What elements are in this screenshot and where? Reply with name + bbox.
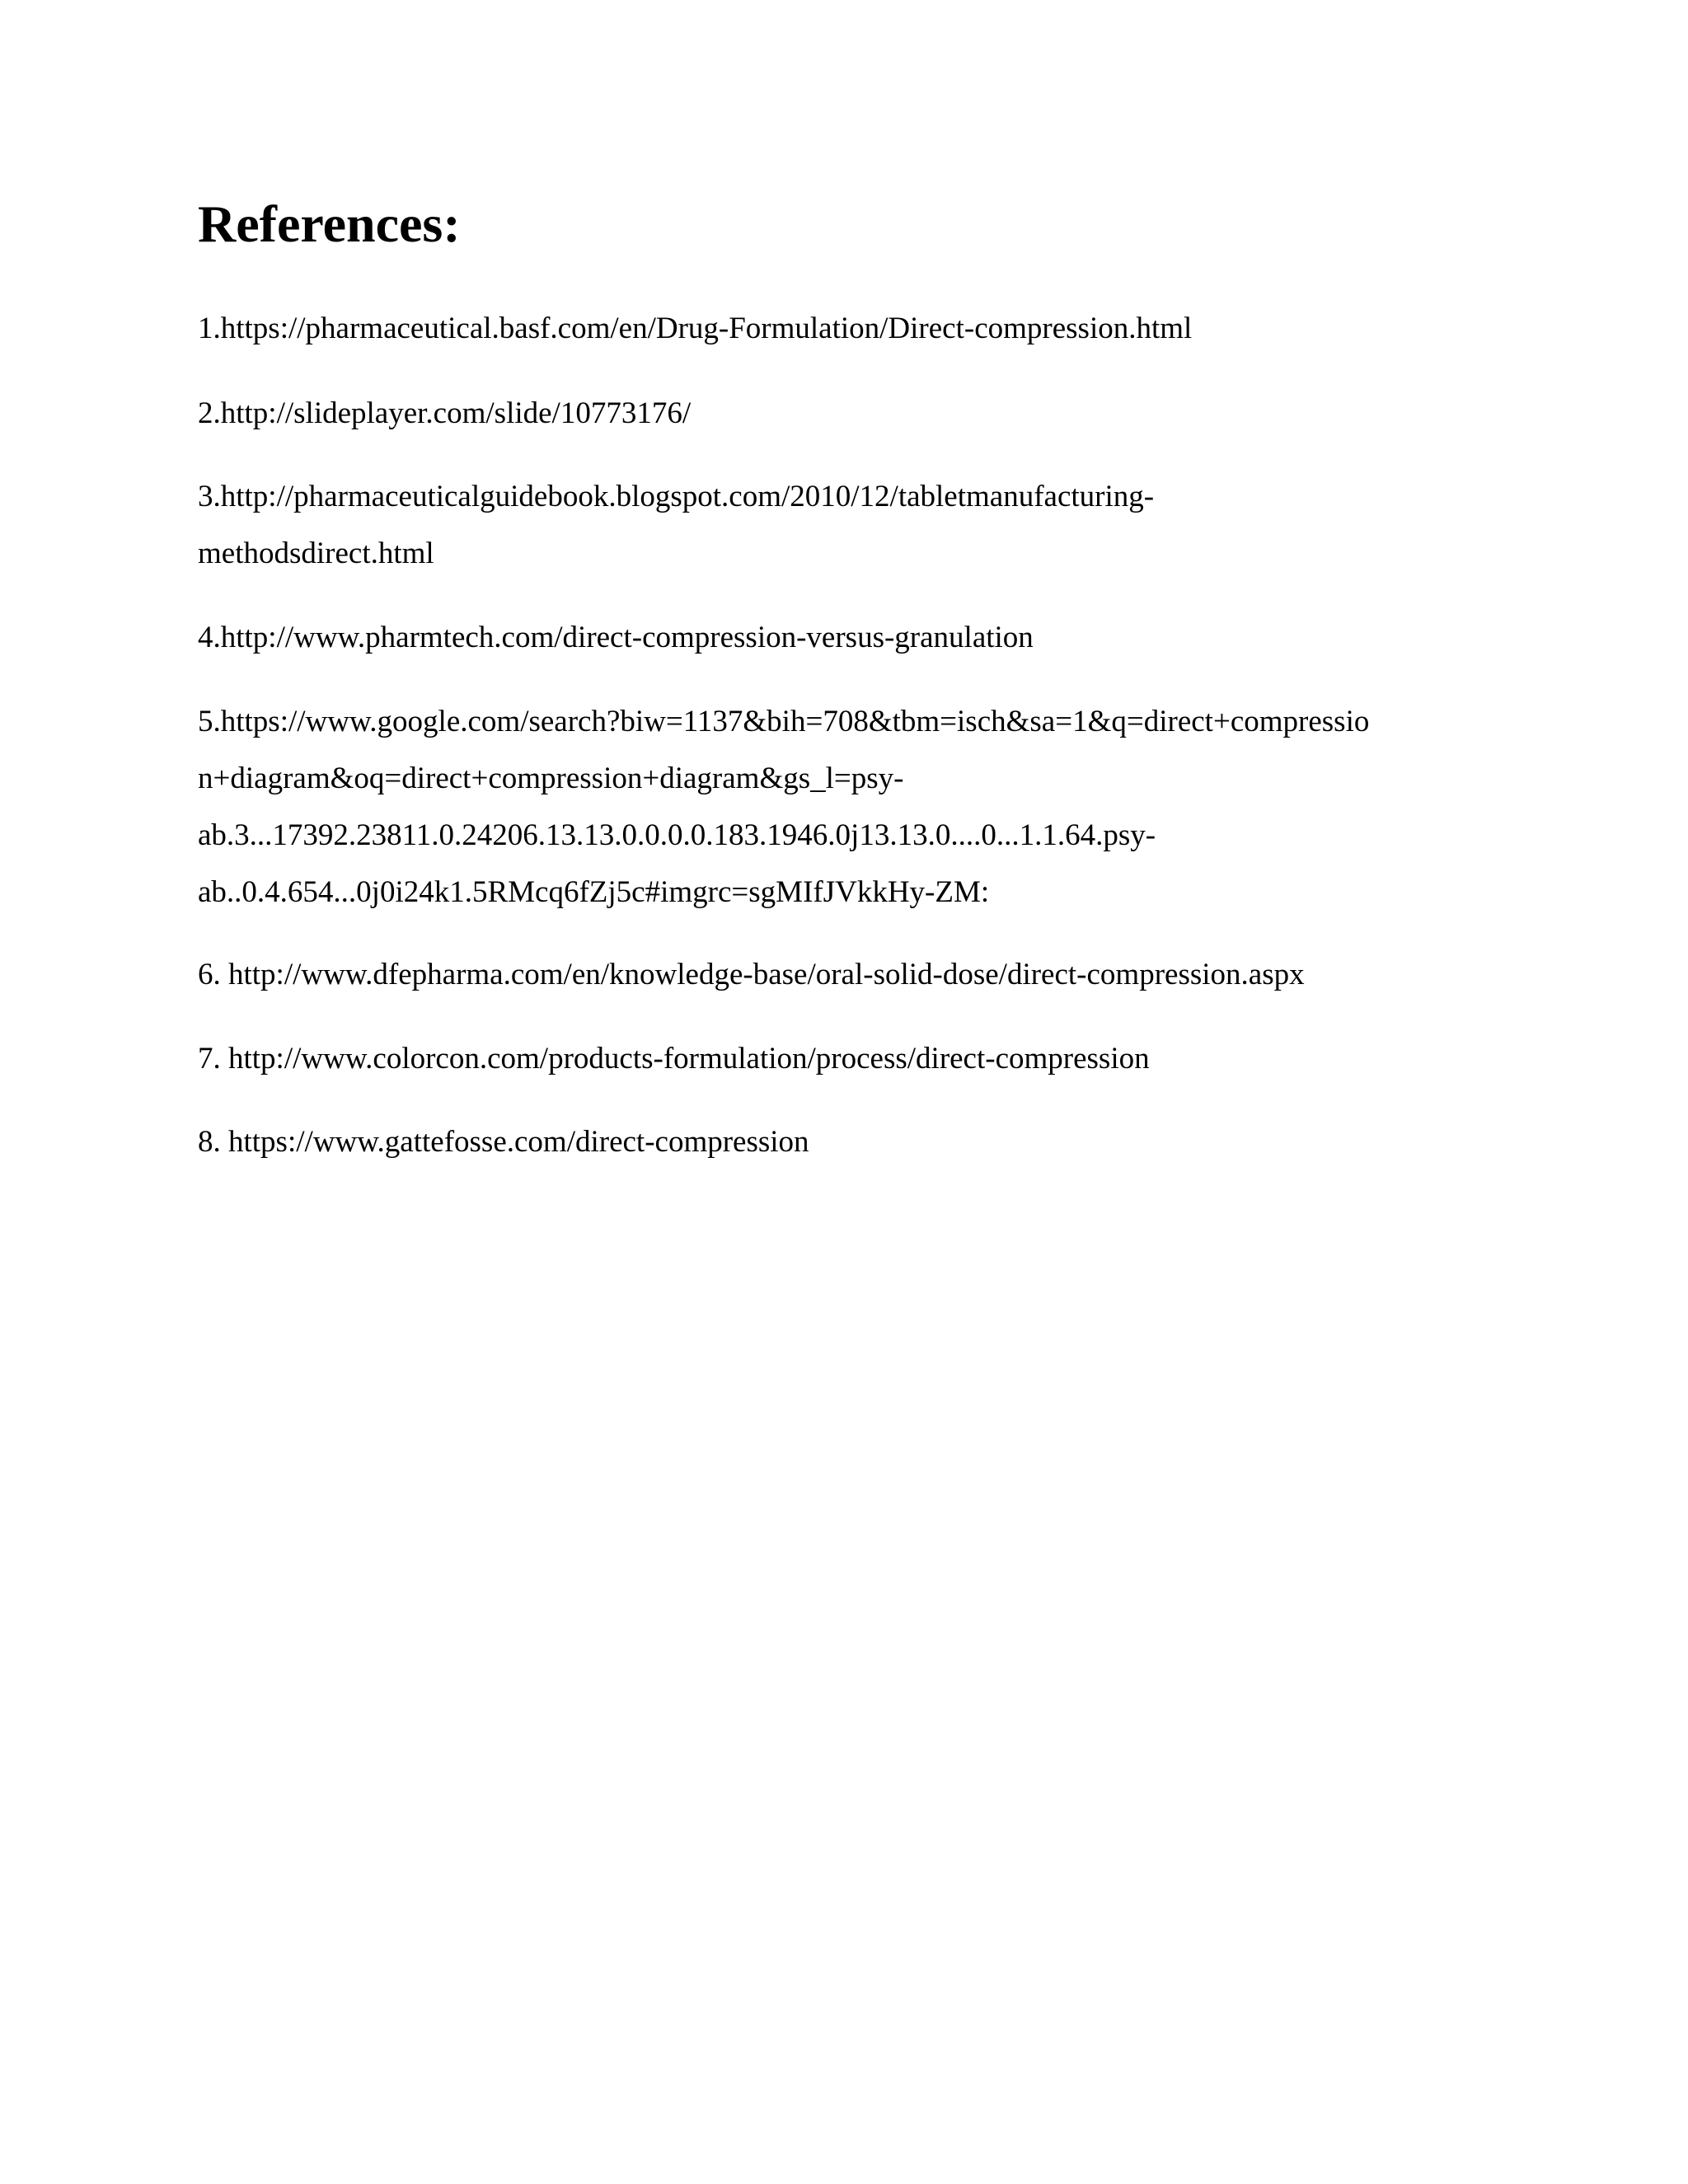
reference-item-6 (198, 946, 1305, 1003)
reference-3-text-line-2: methodsdirect.html (198, 537, 434, 570)
reference-1-text: 1.https://pharmaceutical.basf.com/en/Drug-Formulation/Direct-compression.html (198, 312, 1193, 345)
reference-5-text-line-4: ab..0.4.654...0j0i24k1.5RMcq6fZj5c#imgrc=sgMIfJVkkHy-ZM: (198, 875, 990, 909)
reference-2-text: 2.http://slideplayer.com/slide/10773176/ (198, 396, 692, 430)
reference-item-5 (198, 693, 1369, 921)
reference-item-3 (198, 468, 1154, 582)
reference-5-text-line-3: ab.3...17392.23811.0.24206.13.13.0.0.0.0.183.1946.0j13.13.0....0...1.1.64.psy- (198, 818, 1156, 852)
reference-7-text: 7. http://www.colorcon.com/products-formulation/process/direct-compression (198, 1042, 1150, 1076)
reference-item-8 (198, 1113, 809, 1170)
reference-item-1 (198, 300, 1192, 357)
references-heading: References: (198, 194, 461, 253)
reference-5-text-line-2: n+diagram&oq=direct+compression+diagram&gs_l=psy- (198, 762, 904, 795)
reference-4-text: 4.http://www.pharmtech.com/direct-compression-versus-granulation (198, 621, 1034, 654)
reference-8-text: 8. https://www.gattefosse.com/direct-compression (198, 1125, 809, 1159)
reference-5-text-line-1: 5.https://www.google.com/search?biw=1137&bih=708&tbm=isch&sa=1&q=direct+compressio (198, 705, 1370, 738)
reference-item-2 (198, 385, 691, 442)
reference-6-text: 6. http://www.dfepharma.com/en/knowledge-base/oral-solid-dose/direct-compression.aspx (198, 958, 1305, 991)
reference-item-7 (198, 1030, 1150, 1087)
reference-item-4 (198, 609, 1034, 666)
reference-3-text-line-1: 3.http://pharmaceuticalguidebook.blogspot.com/2010/12/tabletmanufacturing- (198, 480, 1155, 513)
